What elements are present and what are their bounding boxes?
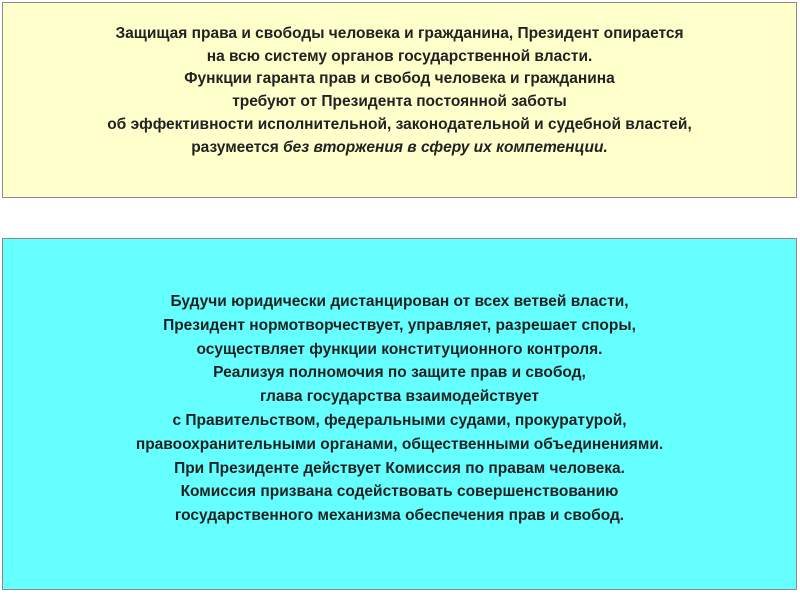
bottom-line-7: правоохранительными органами, общественными объединениями.: [135, 435, 664, 453]
bottom-line-5: глава государства взаимодействует: [259, 388, 539, 406]
top-text-box: [2, 2, 797, 198]
top-line-1: Защищая права и свободы человека и гражданина, Президент опирается: [115, 25, 684, 42]
bottom-line-1: Будучи юридически дистанцирован от всех ветвей власти,: [170, 293, 629, 310]
bottom-line-2: Президент нормотворчествует, управляет, разрешает споры,: [163, 316, 636, 334]
bottom-line-9: Комиссия призвана содействовать совершенствованию: [180, 483, 619, 501]
bottom-text-box: [2, 238, 797, 590]
top-line-6-prefix: разумеется: [191, 138, 284, 156]
top-line-5: об эффективности исполнительной, законодательной и судебной властей,: [107, 115, 692, 133]
bottom-line-4: Реализуя полномочия по защите прав и свобод,: [213, 364, 586, 382]
top-line-6-emphasis: без вторжения в сферу их компетенции.: [283, 138, 608, 156]
bottom-line-10: государственного механизма обеспечения прав и свобод.: [174, 507, 625, 525]
top-line-3: Функции гаранта прав и свобод человека и гражданина: [184, 70, 615, 88]
bottom-line-3: осуществляет функции конституционного контроля.: [196, 340, 603, 358]
bottom-line-6: с Правительством, федеральными судами, прокуратурой,: [172, 411, 627, 429]
top-line-4: требуют от Президента постоянной заботы: [232, 93, 567, 111]
top-line-2: на всю систему органов государственной власти.: [206, 47, 593, 65]
top-line-6: [3, 137, 796, 160]
bottom-line-8: При Президенте действует Комиссия по правам человека.: [174, 459, 625, 477]
